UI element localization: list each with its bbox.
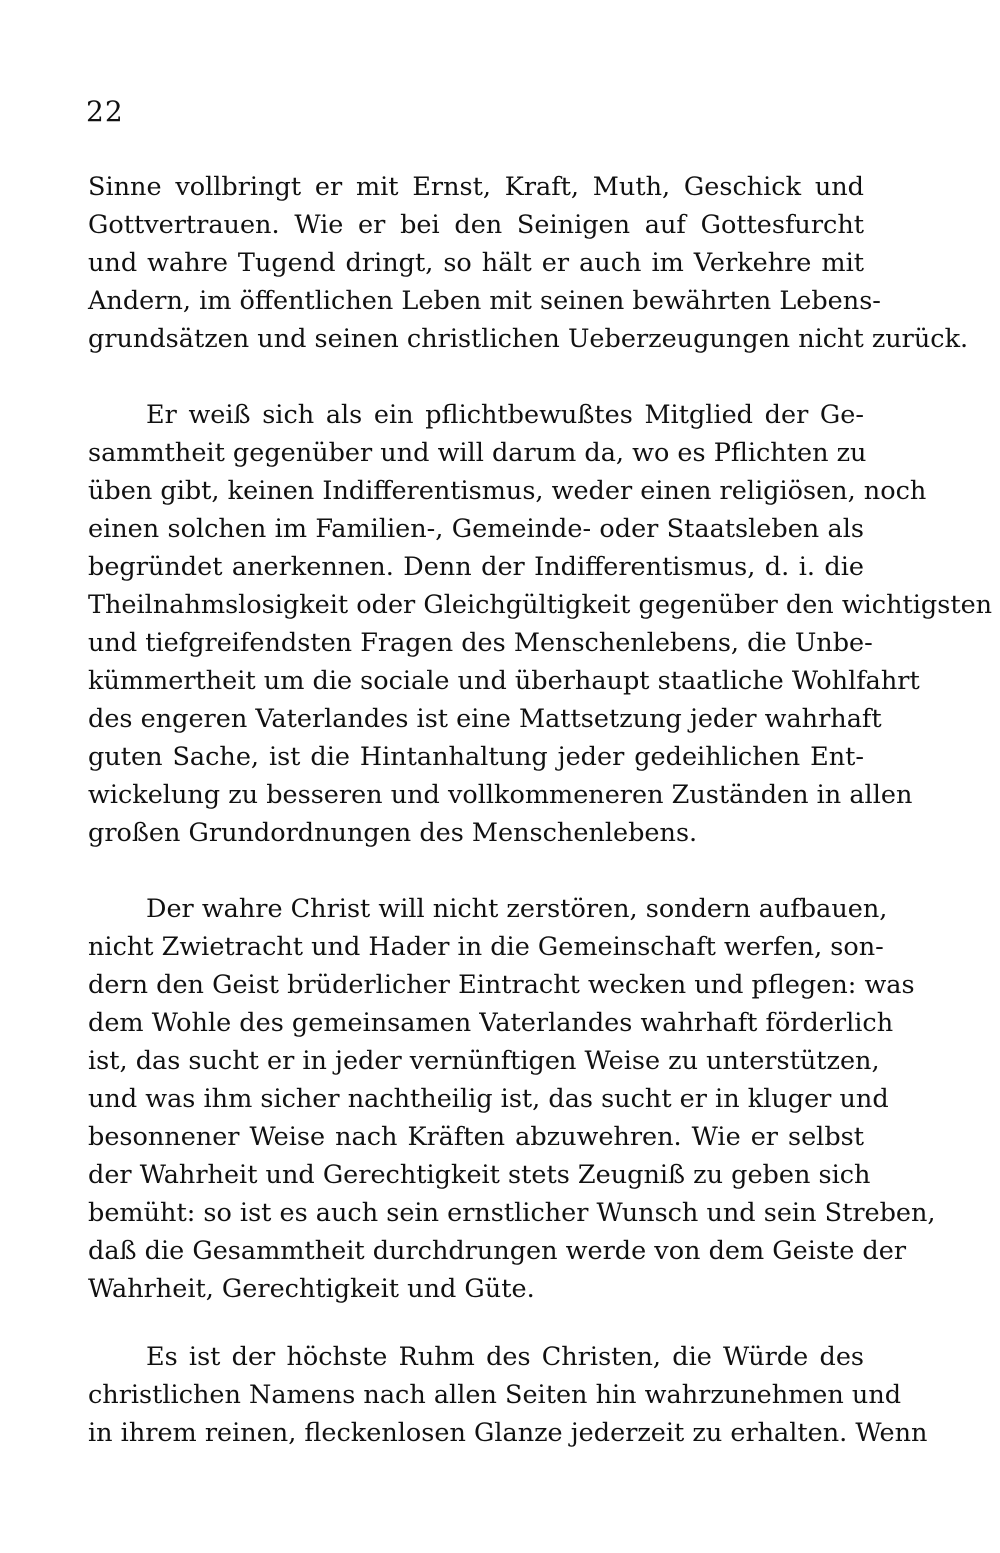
paragraph-1 — [88, 168, 969, 358]
text-line: begründet anerkennen. Denn der Indifferentismus, d. i. die — [88, 552, 864, 582]
text-line: einen solchen im Familien-, Gemeinde- oder Staatsleben als — [88, 514, 864, 544]
text-line: und wahre Tugend dringt, so hält er auch im Verkehre mit — [88, 248, 864, 278]
text-line: Er weiß sich als ein pflichtbewußtes Mitglied der Ge- — [146, 400, 864, 430]
paragraph-gap — [88, 358, 864, 396]
text-line: wickelung zu besseren und vollkommeneren Zuständen in allen — [88, 780, 913, 810]
text-line: Der wahre Christ will nicht zerstören, sondern aufbauen, — [146, 894, 888, 924]
text-line: grundsätzen und seinen christlichen Ueberzeugungen nicht zurück. — [88, 324, 969, 354]
text-line: Sinne vollbringt er mit Ernst, Kraft, Muth, Geschick und — [88, 172, 864, 202]
text-line: ist, das sucht er in jeder vernünftigen Weise zu unterstützen, — [88, 1046, 880, 1076]
text-line: nicht Zwietracht und Hader in die Gemeinschaft werfen, son- — [88, 932, 884, 962]
text-line: besonnener Weise nach Kräften abzuwehren. Wie er selbst — [88, 1122, 864, 1152]
text-line: Gottvertrauen. Wie er bei den Seinigen auf Gottesfurcht — [88, 210, 864, 240]
text-line: guten Sache, ist die Hintanhaltung jeder gedeihlichen Ent- — [88, 742, 864, 772]
text-line: bemüht: so ist es auch sein ernstlicher Wunsch und sein Streben, — [88, 1198, 936, 1228]
text-line: Es ist der höchste Ruhm des Christen, die Würde des — [146, 1342, 864, 1372]
text-line: christlichen Namens nach allen Seiten hin wahrzunehmen und — [88, 1380, 902, 1410]
text-line: dern den Geist brüderlicher Eintracht wecken und pflegen: was — [88, 970, 915, 1000]
text-line: Wahrheit, Gerechtigkeit und Güte. — [88, 1274, 535, 1304]
text-line: großen Grundordnungen des Menschenlebens. — [88, 818, 698, 848]
paragraph-2 — [88, 396, 993, 852]
text-line: und was ihm sicher nachtheilig ist, das sucht er in kluger und — [88, 1084, 889, 1114]
text-line: in ihrem reinen, fleckenlosen Glanze jederzeit zu erhalten. Wenn — [88, 1418, 928, 1448]
text-line: des engeren Vaterlandes ist eine Mattsetzung jeder wahrhaft — [88, 704, 882, 734]
text-line: und tiefgreifendsten Fragen des Menschenlebens, die Unbe- — [88, 628, 873, 658]
text-line: Andern, im öffentlichen Leben mit seinen bewährten Lebens- — [88, 286, 881, 316]
text-line: daß die Gesammtheit durchdrungen werde von dem Geiste der — [88, 1236, 907, 1266]
page-body-text — [88, 168, 993, 1452]
text-line: der Wahrheit und Gerechtigkeit stets Zeugniß zu geben sich — [88, 1160, 871, 1190]
paragraph-gap — [88, 852, 864, 890]
text-line: Theilnahmslosigkeit oder Gleichgültigkeit gegenüber den wichtigsten — [88, 590, 993, 620]
text-line: dem Wohle des gemeinsamen Vaterlandes wahrhaft förderlich — [88, 1008, 894, 1038]
paragraph-3 — [88, 890, 936, 1308]
paragraph-gap — [88, 1308, 864, 1338]
page-number: 22 — [86, 95, 124, 128]
paragraph-4 — [88, 1338, 928, 1452]
text-line: sammtheit gegenüber und will darum da, wo es Pflichten zu — [88, 438, 867, 468]
text-line: kümmertheit um die sociale und überhaupt staatliche Wohlfahrt — [88, 666, 920, 696]
text-line: üben gibt, keinen Indifferentismus, weder einen religiösen, noch — [88, 476, 927, 506]
